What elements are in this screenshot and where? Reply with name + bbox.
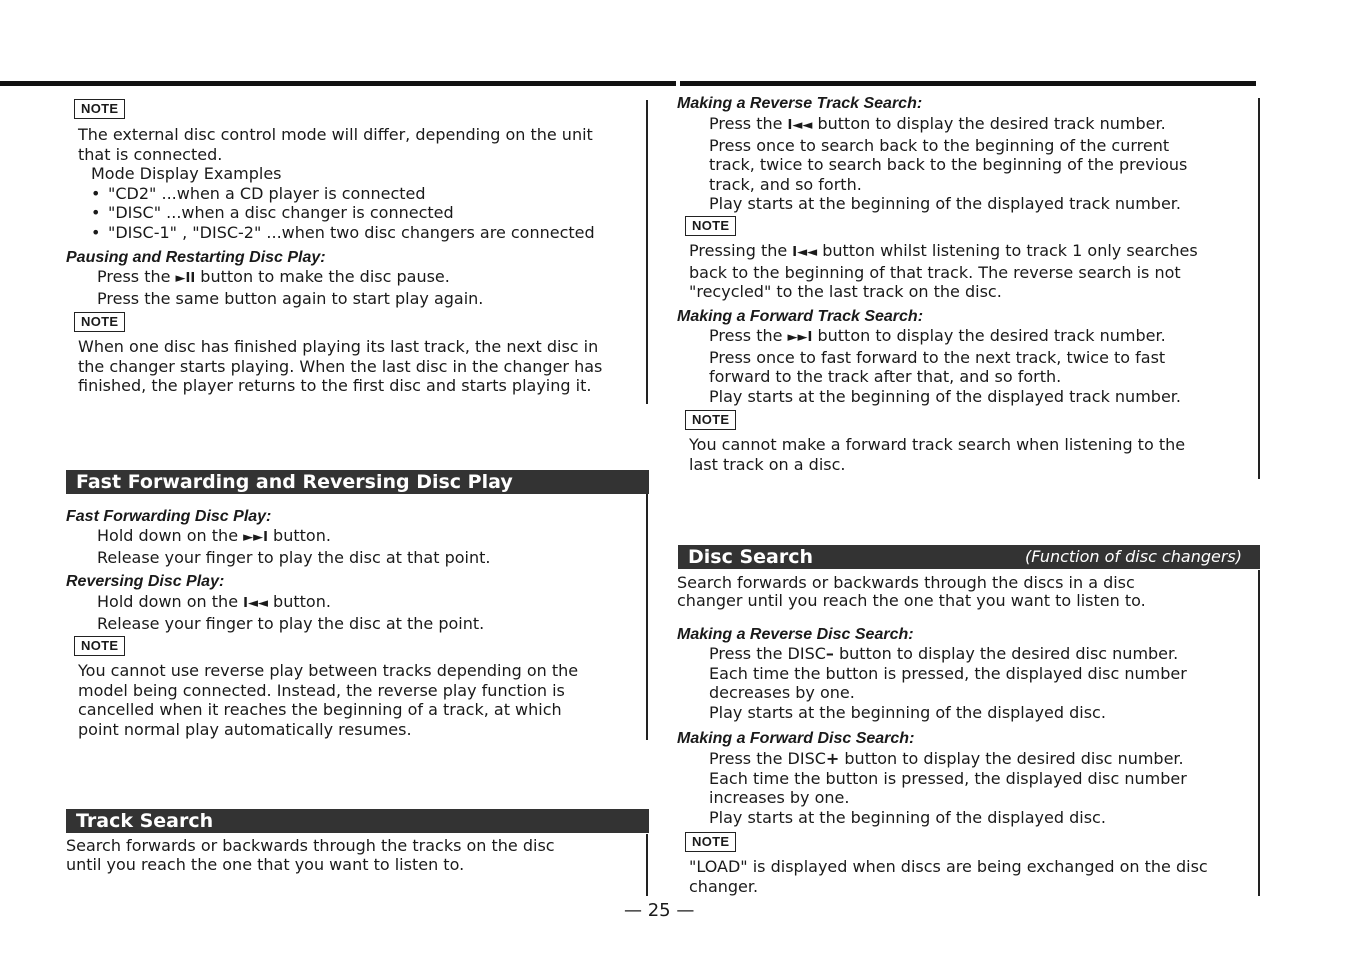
note-text (689, 435, 1185, 474)
subsection-title: Reversing Disc Play: (66, 573, 225, 590)
note-text (689, 857, 1208, 896)
instruction-text (97, 592, 484, 633)
text-line: Release your finger to play the disc at the point. (97, 613, 485, 633)
text-line: last track on a disc. (689, 454, 846, 474)
text-line: forward to the track after that, and so forth. (709, 367, 1062, 386)
note-label: NOTE (74, 312, 125, 332)
text-line: Press once to search back to the beginning of the current (709, 135, 1170, 155)
bullet-item: • "CD2" ...when a CD player is connected (78, 184, 595, 204)
plus-symbol: + (825, 749, 840, 768)
subsection-title: Pausing and Restarting Disc Play: (66, 249, 326, 266)
section-header-track-search (66, 809, 649, 833)
note-label: NOTE (685, 410, 736, 430)
text-fragment: Press the DISC (709, 644, 826, 663)
note-text (78, 337, 602, 396)
text-line (709, 749, 1187, 769)
text-line (97, 267, 483, 289)
text-fragment: button. (267, 592, 331, 611)
minus-symbol: – (825, 644, 834, 663)
note-label: NOTE (685, 832, 736, 852)
text-line: cancelled when it reaches the beginning of a track, at which (78, 700, 562, 719)
note-label: NOTE (74, 636, 125, 656)
text-line: track, and so forth. (709, 174, 862, 194)
text-line: You cannot make a forward track search when listening to the (689, 435, 1186, 454)
text-fragment: button to make the disc pause. (195, 267, 450, 286)
top-rule-left (0, 81, 676, 86)
text-line: Search forwards or backwards through the discs in a disc (677, 573, 1135, 592)
text-line: back to the beginning of that track. The reverse search is not (689, 262, 1181, 282)
text-line (689, 241, 1198, 263)
section-intro (677, 574, 1146, 610)
text-line: Play starts at the beginning of the displayed track number. (709, 194, 1181, 213)
instruction-text (709, 749, 1187, 827)
examples-title: Mode Display Examples (91, 164, 282, 183)
text-line: Play starts at the beginning of the displayed disc. (709, 807, 1106, 827)
note-text (78, 125, 595, 242)
instruction-text (97, 526, 490, 567)
text-line (709, 326, 1181, 348)
text-line (709, 644, 1187, 664)
bullet-item: • "DISC-1" , "DISC-2" ...when two disc changers are connected (78, 223, 595, 243)
text-line: "recycled" to the last track on the disc. (689, 282, 1002, 301)
text-fragment: button whilst listening to track 1 only searches (817, 241, 1198, 260)
top-rule-right (680, 81, 1256, 86)
column-divider-lower (646, 834, 648, 896)
text-line: Release your finger to play the disc at that point. (97, 547, 491, 567)
text-line: Play starts at the beginning of the displayed track number. (709, 386, 1181, 406)
text-fragment: Hold down on the (97, 526, 244, 545)
text-fragment: button. (267, 526, 331, 545)
section-header-fast-forward (66, 470, 649, 494)
text-line: Press the same button again to start play again. (97, 288, 484, 308)
subsection-title: Making a Reverse Disc Search: (677, 626, 914, 643)
text-line: "LOAD" is displayed when discs are being exchanged on the disc (689, 857, 1208, 876)
text-line: When one disc has finished playing its last track, the next disc in (78, 337, 599, 356)
text-fragment: Pressing the (689, 241, 793, 260)
subsection-title: Fast Forwarding Disc Play: (66, 508, 272, 525)
text-line: finished, the player returns to the first disc and starts playing it. (78, 376, 592, 395)
right-edge-rule-upper (1258, 98, 1260, 479)
section-header-label: Disc Search (688, 546, 814, 568)
note-label: NOTE (685, 216, 736, 236)
text-line (97, 592, 484, 614)
text-fragment: Press the (709, 114, 788, 133)
subsection-title: Making a Reverse Track Search: (677, 95, 923, 112)
text-line: the changer starts playing. When the last disc in the changer has (78, 356, 603, 376)
text-line: Search forwards or backwards through the tracks on the disc (66, 836, 555, 855)
text-line: changer. (689, 876, 759, 896)
text-line: Each time the button is pressed, the displayed disc number (709, 663, 1187, 683)
section-header-label: Track Search (76, 810, 214, 832)
text-fragment: button to display the desired disc number. (833, 644, 1179, 663)
bullet-item: • "DISC" ...when a disc changer is connected (78, 203, 595, 223)
text-line (97, 526, 490, 548)
text-fragment: Press the (97, 267, 176, 286)
rewind-icon: I◄◄ (787, 118, 813, 133)
text-line: Press once to fast forward to the next track, twice to fast (709, 347, 1166, 367)
text-line: decreases by one. (709, 683, 855, 702)
text-line: point normal play automatically resumes. (78, 719, 412, 739)
text-line: increases by one. (709, 788, 850, 807)
subsection-title: Making a Forward Disc Search: (677, 730, 915, 747)
text-fragment: button to display the desired track number. (812, 114, 1166, 133)
text-line: that is connected. (78, 144, 223, 164)
text-line (709, 114, 1187, 136)
instruction-text (709, 326, 1181, 406)
text-line: You cannot use reverse play between tracks depending on the (78, 661, 579, 680)
instruction-text (709, 644, 1187, 722)
text-fragment: button to display the desired track number. (812, 326, 1166, 345)
text-line: Each time the button is pressed, the displayed disc number (709, 768, 1187, 788)
right-edge-rule-lower (1258, 570, 1260, 896)
section-header-disc-search (678, 545, 1260, 569)
text-fragment: Press the (709, 326, 788, 345)
text-fragment: Press the DISC (709, 749, 826, 768)
text-line: changer until you reach the one that you want to listen to. (677, 591, 1146, 610)
text-line: until you reach the one that you want to listen to. (66, 854, 465, 874)
text-line: The external disc control mode will differ, depending on the unit (78, 125, 593, 144)
subsection-title: Making a Forward Track Search: (677, 308, 924, 325)
instruction-text (709, 114, 1187, 214)
text-line: track, twice to search back to the beginning of the previous (709, 155, 1188, 174)
column-divider-middle (646, 494, 648, 740)
rewind-icon: I◄◄ (243, 596, 268, 611)
text-line: model being connected. Instead, the reverse play function is (78, 680, 565, 700)
fast-forward-icon: ►►I (787, 330, 813, 345)
note-text (78, 661, 578, 739)
note-text (689, 241, 1198, 302)
page-number: — 25 — (624, 900, 695, 921)
fast-forward-icon: ►►I (243, 530, 268, 545)
section-intro (66, 837, 555, 874)
instruction-text (97, 267, 483, 308)
text-fragment: button to display the desired disc number. (839, 749, 1184, 768)
section-header-subtitle: (Function of disc changers) (1025, 547, 1242, 566)
play-pause-icon: ►II (175, 271, 196, 286)
note-label: NOTE (74, 99, 125, 119)
text-fragment: Hold down on the (97, 592, 244, 611)
text-line: Play starts at the beginning of the displayed disc. (709, 702, 1106, 722)
column-divider-upper (646, 100, 648, 404)
section-header-label: Fast Forwarding and Reversing Disc Play (76, 471, 513, 493)
rewind-icon: I◄◄ (792, 245, 818, 260)
